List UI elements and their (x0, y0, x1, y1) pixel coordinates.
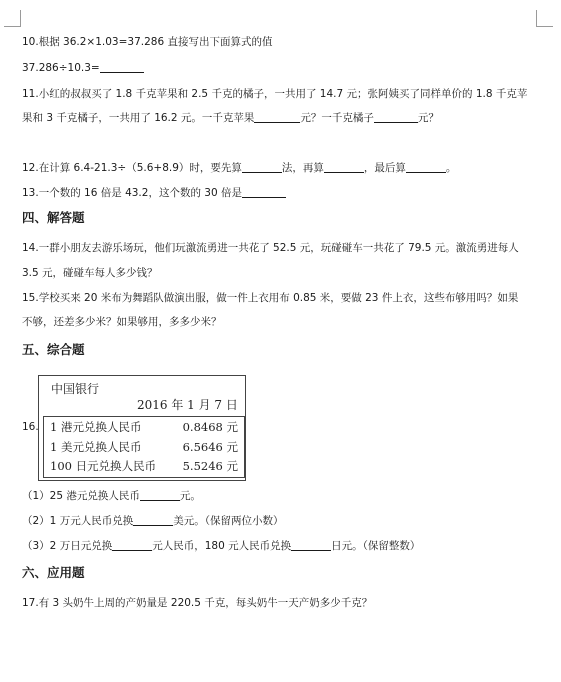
question-16-number: 16. (22, 421, 39, 433)
question-11-text-b: 元？一千克橘子 (300, 112, 374, 124)
rate-row (50, 439, 238, 455)
page-corner-mark-right (536, 10, 553, 27)
question-16-sub1 (22, 489, 201, 503)
question-17: 17.有 3 头奶牛上周的产奶量是 220.5 千克，每头奶牛一天产奶多少千克？ (22, 597, 373, 609)
sub2-text-a: （2）1 万元人民币兑换 (22, 515, 134, 527)
answer-blank (112, 540, 152, 551)
question-11-text-c: 元？ (417, 112, 439, 124)
rate-row-label: 1 美元兑换人民币 (50, 440, 142, 454)
answer-blank (242, 187, 286, 198)
question-15-line1: 15.学校买来 20 米布为舞蹈队做演出服，做一件上衣用布 0.85 米，要做 23 件上衣，这些布够用吗？如果 (22, 292, 519, 304)
answer-blank (140, 490, 180, 501)
sub1-text-a: （1）25 港元兑换人民币 (22, 490, 140, 502)
question-10-expression: 37.286÷10.3= (22, 62, 100, 74)
answer-blank (324, 162, 364, 173)
answer-blank (242, 162, 282, 173)
question-11-line1: 11.小红的叔叔买了 1.8 千克苹果和 2.5 千克的橘子，一共用了 14.7 元；张阿姨买了同样单价的 1.8 千克苹 (22, 88, 528, 100)
question-12 (22, 161, 456, 175)
answer-blank (100, 62, 144, 73)
question-13 (22, 186, 286, 200)
rate-rows (43, 416, 245, 478)
question-12-text-d: 。 (445, 162, 457, 174)
section-heading-5: 五、综合题 (22, 342, 85, 357)
exchange-rate-table (38, 375, 246, 481)
section-heading-6: 六、应用题 (22, 565, 85, 580)
answer-blank (406, 162, 446, 173)
question-10-line2 (22, 61, 144, 75)
sub2-text-b: 美元。（保留两位小数） (173, 515, 284, 527)
question-12-text-a: 12.在计算 6.4-21.3÷（5.6+8.9）时，要先算 (22, 162, 242, 174)
rate-row-label: 1 港元兑换人民币 (50, 420, 142, 434)
sub3-text-c: 日元。（保留整数） (331, 540, 421, 552)
sub3-text-a: （3）2 万日元兑换 (22, 540, 113, 552)
rate-row-value: 0.8468 元 (182, 420, 238, 434)
question-10-line1: 10.根据 36.2×1.03=37.286 直接写出下面算式的值 (22, 36, 273, 48)
question-14-line2: 3.5 元，碰碰车每人多少钱？ (22, 267, 158, 279)
question-14-line1: 14.一群小朋友去游乐场玩，他们玩激流勇进一共花了 52.5 元，玩碰碰车一共花了 79.5 元。激流勇进每人 (22, 242, 519, 254)
question-16-sub2 (22, 514, 283, 528)
rate-row-value: 5.5246 元 (182, 459, 238, 473)
sub3-text-b: 元人民币，180 元人民币兑换 (152, 540, 292, 552)
answer-blank (133, 515, 173, 526)
question-15-line2: 不够，还差多少米？如果够用，多多少米？ (22, 316, 222, 328)
question-11-text-a: 果和 3 千克橘子，一共用了 16.2 元。一千克苹果 (22, 112, 255, 124)
rate-row (50, 419, 238, 435)
answer-blank (291, 540, 331, 551)
rate-date: 2016 年 1 月 7 日 (137, 398, 238, 412)
answer-blank (374, 112, 418, 123)
question-11-line2 (22, 111, 439, 125)
rate-row-label: 100 日元兑换人民币 (50, 459, 157, 473)
page-corner-mark-left (4, 10, 21, 27)
section-heading-4: 四、解答题 (22, 210, 85, 225)
question-16-sub3 (22, 539, 420, 553)
answer-blank (254, 112, 300, 123)
rate-row-value: 6.5646 元 (182, 440, 238, 454)
bank-name: 中国银行 (51, 382, 100, 396)
question-12-text-c: ，最后算 (363, 162, 406, 174)
sub1-text-b: 元。 (179, 490, 201, 502)
question-12-text-b: 法，再算 (281, 162, 324, 174)
rate-row (50, 458, 238, 474)
question-13-text: 13.一个数的 16 倍是 43.2，这个数的 30 倍是 (22, 187, 242, 199)
